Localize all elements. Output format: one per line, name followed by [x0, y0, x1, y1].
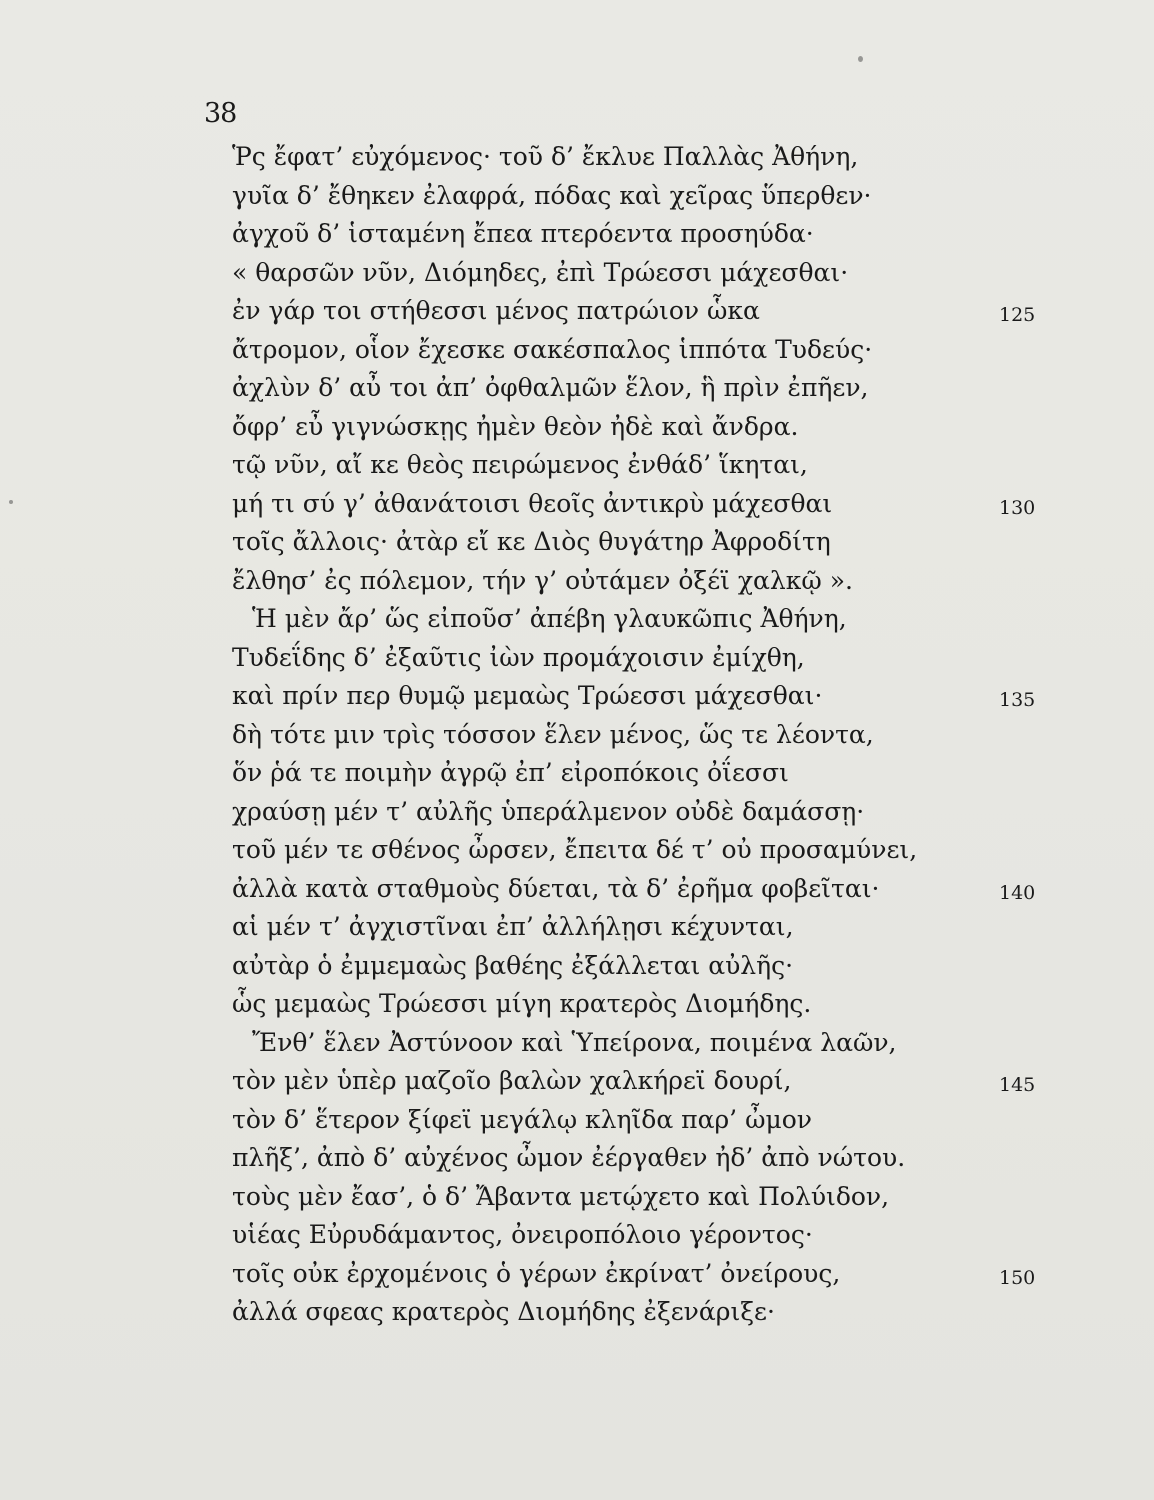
verse-text: ἀγχοῦ δ’ ἱσταμένη ἔπεα πτερόεντα προσηύδα·: [232, 219, 814, 248]
line-number: 140: [999, 881, 1036, 904]
verse-text: τοῖς ἄλλοις· ἀτὰρ εἴ κε Διὸς θυγάτηρ Ἀφροδίτη: [232, 527, 831, 556]
verse-text: γυῖα δ’ ἔθηκεν ἐλαφρά, πόδας καὶ χεῖρας ὕπερθεν·: [232, 180, 872, 210]
verse-line: [0, 716, 1154, 755]
verse-text: ὄφρ’ εὖ γιγνώσκῃς ἠμὲν θεὸν ἠδὲ καὶ ἄνδρα.: [232, 411, 799, 441]
verse-line: [0, 639, 1154, 678]
verse-line: [0, 369, 1154, 408]
verse-line: [0, 446, 1154, 485]
verse-text: τοὺς μὲν ἔασ’, ὁ δ’ Ἄβαντα μετῴχετο καὶ Πολύιδον,: [232, 1181, 890, 1211]
verse-text: τοῖς οὐκ ἐρχομένοις ὁ γέρων ἐκρίνατ’ ὀνείρους,: [232, 1258, 841, 1288]
verse-text: Ἔνθ’ ἕλεν Ἀστύνοον καὶ Ὑπείρονα, ποιμένα λαῶν,: [252, 1027, 897, 1057]
ink-speck: [858, 56, 863, 62]
verse-text: τοῦ μέν τε σθένος ὦρσεν, ἔπειτα δέ τ’ οὐ προσαμύνει,: [232, 835, 918, 864]
verse-line: [0, 523, 1154, 562]
verse-text: τῷ νῦν, αἴ κε θεὸς πειρώμενος ἐνθάδ’ ἵκηται,: [232, 450, 808, 479]
verse-line: [0, 254, 1154, 293]
verse-line: [0, 408, 1154, 447]
verse-text: υἱέας Εὐρυδάμαντος, ὀνειροπόλοιο γέροντος·: [232, 1220, 813, 1249]
verse-line: [0, 1216, 1154, 1255]
line-number: 130: [999, 496, 1036, 519]
verse-text: τὸν δ’ ἕτερον ξίφεϊ μεγάλῳ κληῖδα παρ’ ὦμον: [232, 1104, 812, 1134]
poem-text-block: [0, 138, 1154, 1332]
verse-line: [0, 562, 1154, 601]
verse-line: [0, 1024, 1154, 1063]
verse-line: [0, 600, 1154, 639]
verse-line: [0, 215, 1154, 254]
verse-text: δὴ τότε μιν τρὶς τόσσον ἕλεν μένος, ὥς τε λέοντα,: [232, 719, 874, 749]
verse-text: ἄτρομον, οἷον ἔχεσκε σακέσπαλος ἱππότα Τυδεύς·: [232, 334, 873, 364]
verse-line: [0, 1139, 1154, 1178]
verse-line: [0, 177, 1154, 216]
verse-line: [0, 947, 1154, 986]
verse-line: [0, 1293, 1154, 1332]
verse-text: πλῆξ’, ἀπὸ δ’ αὐχένος ὦμον ἐέργαθεν ἠδ’ ἀπὸ νώτου.: [232, 1143, 906, 1172]
verse-line: [0, 138, 1154, 177]
verse-text: ἀχλὺν δ’ αὖ τοι ἀπ’ ὀφθαλμῶν ἕλον, ἣ πρὶν ἐπῆεν,: [232, 373, 869, 402]
verse-line: [0, 292, 1154, 331]
verse-text: μή τι σύ γ’ ἀθανάτοισι θεοῖς ἀντικρὺ μάχεσθαι: [232, 488, 833, 518]
page-number: 38: [204, 98, 237, 129]
verse-line: [0, 793, 1154, 832]
verse-line: [0, 985, 1154, 1024]
verse-line: [0, 754, 1154, 793]
line-number: 145: [999, 1074, 1036, 1096]
verse-text: τὸν μὲν ὑπὲρ μαζοῖο βαλὼν χαλκήρεϊ δουρί,: [232, 1066, 792, 1095]
verse-line: [0, 831, 1154, 870]
verse-text: ὧς μεμαὼς Τρώεσσι μίγη κρατερὸς Διομήδης.: [232, 989, 812, 1018]
verse-line: [0, 908, 1154, 947]
line-number: 125: [999, 304, 1036, 326]
verse-line: [0, 331, 1154, 370]
verse-text: ἔλθησ’ ἐς πόλεμον, τήν γ’ οὐτάμεν ὀξέϊ χαλκῷ ».: [232, 565, 853, 595]
verse-text: Ῥς ἔφατ’ εὐχόμενος· τοῦ δ’ ἔκλυε Παλλὰς Ἀθήνη,: [232, 142, 859, 171]
verse-text: καὶ πρίν περ θυμῷ μεμαὼς Τρώεσσι μάχεσθαι·: [232, 681, 823, 710]
verse-line: [0, 677, 1154, 716]
verse-line: [0, 1178, 1154, 1217]
verse-line: [0, 1255, 1154, 1294]
verse-text: ἀλλά σφεας κρατερὸς Διομήδης ἐξενάριξε·: [232, 1297, 775, 1326]
verse-line: [0, 870, 1154, 909]
verse-text: « θαρσῶν νῦν, Διόμηδες, ἐπὶ Τρώεσσι μάχεσθαι·: [232, 257, 849, 287]
verse-line: [0, 1062, 1154, 1101]
verse-line: [0, 485, 1154, 524]
line-number: 135: [999, 689, 1036, 711]
line-number: 150: [999, 1266, 1036, 1289]
verse-text: Ἡ μὲν ἄρ’ ὥς εἰποῦσ’ ἀπέβη γλαυκῶπις Ἀθήνη,: [252, 604, 847, 633]
verse-text: Τυδεΐδης δ’ ἐξαῦτις ἰὼν προμάχοισιν ἐμίχθη,: [232, 642, 805, 672]
verse-text: αἱ μέν τ’ ἀγχιστῖναι ἐπ’ ἀλλήλῃσι κέχυνται,: [232, 912, 794, 941]
verse-line: [0, 1101, 1154, 1140]
verse-text: ἐν γάρ τοι στήθεσσι μένος πατρώιον ὧκα: [232, 296, 760, 325]
verse-text: ἀλλὰ κατὰ σταθμοὺς δύεται, τὰ δ’ ἐρῆμα φοβεῖται·: [232, 873, 880, 903]
verse-text: ὅν ῥά τε ποιμὴν ἀγρῷ ἐπ’ εἰροπόκοις ὀΐεσσι: [232, 758, 789, 787]
verse-text: αὐτὰρ ὁ ἐμμεμαὼς βαθέης ἐξάλλεται αὐλῆς·: [232, 950, 794, 980]
verse-text: χραύσῃ μέν τ’ αὐλῆς ὑπεράλμενον οὐδὲ δαμάσσῃ·: [232, 796, 865, 826]
